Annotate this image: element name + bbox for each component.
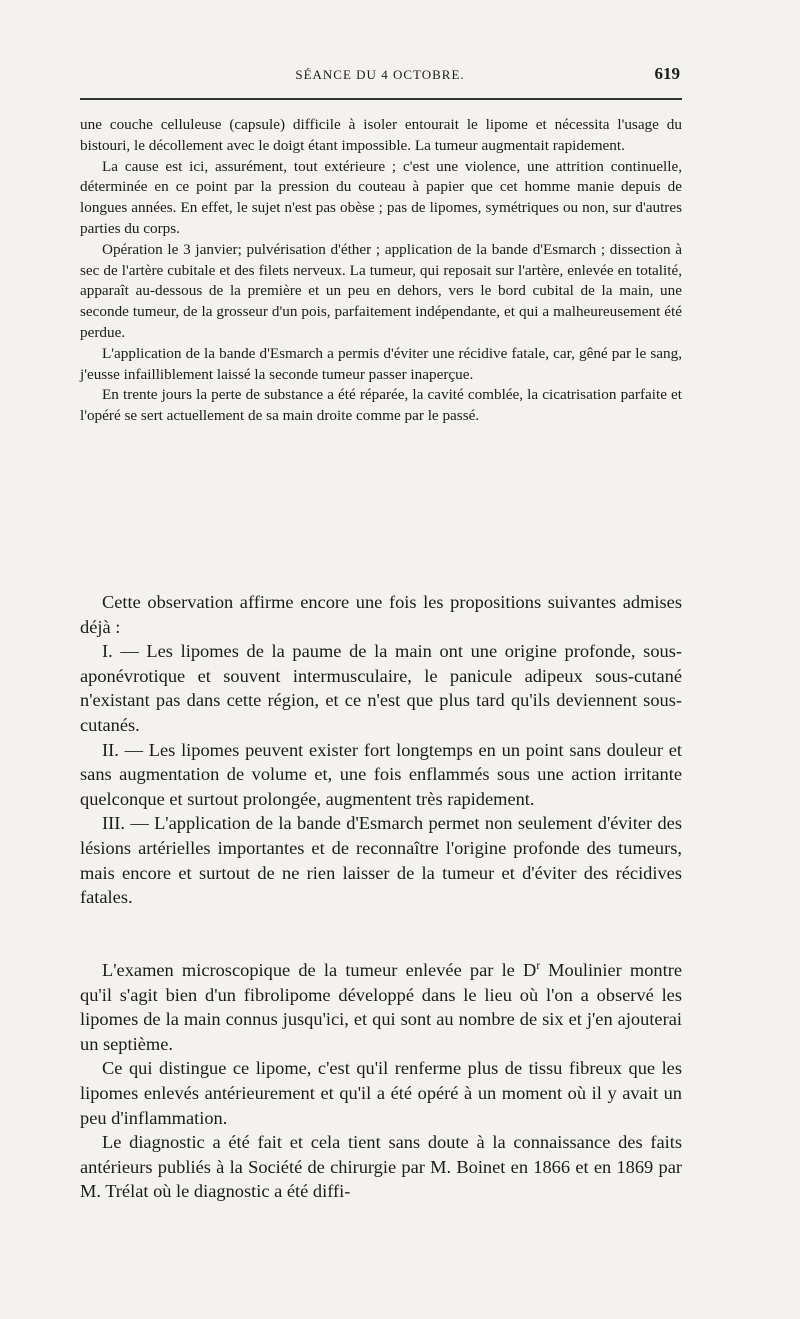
paragraph: Le diagnostic a été fait et cela tient sans doute à la connaissance des faits antérieurs publiés à la Société de chirurgie par M. Boinet en 1866 et en 1869 par M. Trélat où le diagnostic a été diffi- bbox=[80, 1132, 682, 1202]
proposition-3: III. — L'application de la bande d'Esmarch permet non seulement d'éviter des lésions artérielles importantes et de reconnaître l'origine profonde des tumeurs, mais encore et surtout de ne rien laisser de la tumeur et d'éviter des récidives fatales. bbox=[80, 813, 682, 908]
text-run: L'examen microscopique de la tumeur enlevée par le D bbox=[102, 960, 537, 980]
paragraph: une couche celluleuse (capsule) difficile à isoler entourait le lipome et nécessita l'usage du bistouri, le décollement avec le doigt étant impossible. La tumeur augmentait rapidement. bbox=[80, 116, 682, 154]
paragraph: Cette observation affirme encore une fois les propositions suivantes admises déjà : bbox=[80, 592, 682, 637]
header-rule bbox=[80, 98, 682, 100]
text-run: Moulinier montre qu'il s'agit bien d'un fibrolipome développé dans le lieu où l'on a observé les lipomes de la main connus jusqu'ici, et qui sont au nombre de six et j'en ajouterai un septième. bbox=[80, 960, 682, 1054]
page-number: 619 bbox=[654, 64, 680, 83]
conclusions-text bbox=[80, 590, 682, 910]
paragraph: En trente jours la perte de substance a été réparée, la cavité comblée, la cicatrisation parfaite et l'opéré se sert actuellement de sa main droite comme par le passé. bbox=[80, 386, 682, 425]
paragraph bbox=[80, 958, 682, 1056]
paragraph: Ce qui distingue ce lipome, c'est qu'il renferme plus de tissu fibreux que les lipomes enlevés antérieurement et qu'il a été opéré à un moment où il y avait un peu d'inflammation. bbox=[80, 1058, 682, 1128]
superscript: r bbox=[536, 959, 540, 972]
paragraph: Opération le 3 janvier; pulvérisation d'éther ; application de la bande d'Esmarch ; dissection à sec de l'artère cubitale et des filets nerveux. La tumeur, qui reposait sur l'artère, enlevée en totalité, apparaît au-dessous de la première et un peu en dehors, vers le bord cubital de la main, une seconde tumeur, de la grosseur d'un pois, parfaitement indépendante, et qui a malheureusement été perdue. bbox=[80, 240, 682, 341]
page-header bbox=[80, 64, 680, 88]
paragraph: L'application de la bande d'Esmarch a permis d'éviter une récidive fatale, car, gêné par le sang, j'eusse infailliblement laissé la seconde tumeur passer inaperçue. bbox=[80, 344, 682, 383]
microscopy-text bbox=[80, 958, 682, 1204]
running-title: SÉANCE DU 4 OCTOBRE. bbox=[295, 67, 465, 82]
proposition-1: I. — Les lipomes de la paume de la main ont une origine profonde, sous-aponévrotique et souvent intermusculaire, le panicule adipeux sous-cutané n'existant pas dans cette région, et ce n'est que plus tard qu'ils deviennent sous-cutanés. bbox=[80, 641, 682, 735]
observation-text bbox=[80, 115, 682, 427]
proposition-2: II. — Les lipomes peuvent exister fort longtemps en un point sans douleur et sans augmentation de volume et, une fois enflammés sous une action irritante quelconque et surtout prolongée, augmentent très rapidement. bbox=[80, 739, 682, 809]
paragraph: La cause est ici, assurément, tout extérieure ; c'est une violence, une attrition continuelle, déterminée en ce point par la pression du couteau à papier que cet homme manie depuis de longues années. En effet, le sujet n'est pas obèse ; pas de lipomes, symétriques ou non, sur d'autres parties du corps. bbox=[80, 157, 682, 237]
